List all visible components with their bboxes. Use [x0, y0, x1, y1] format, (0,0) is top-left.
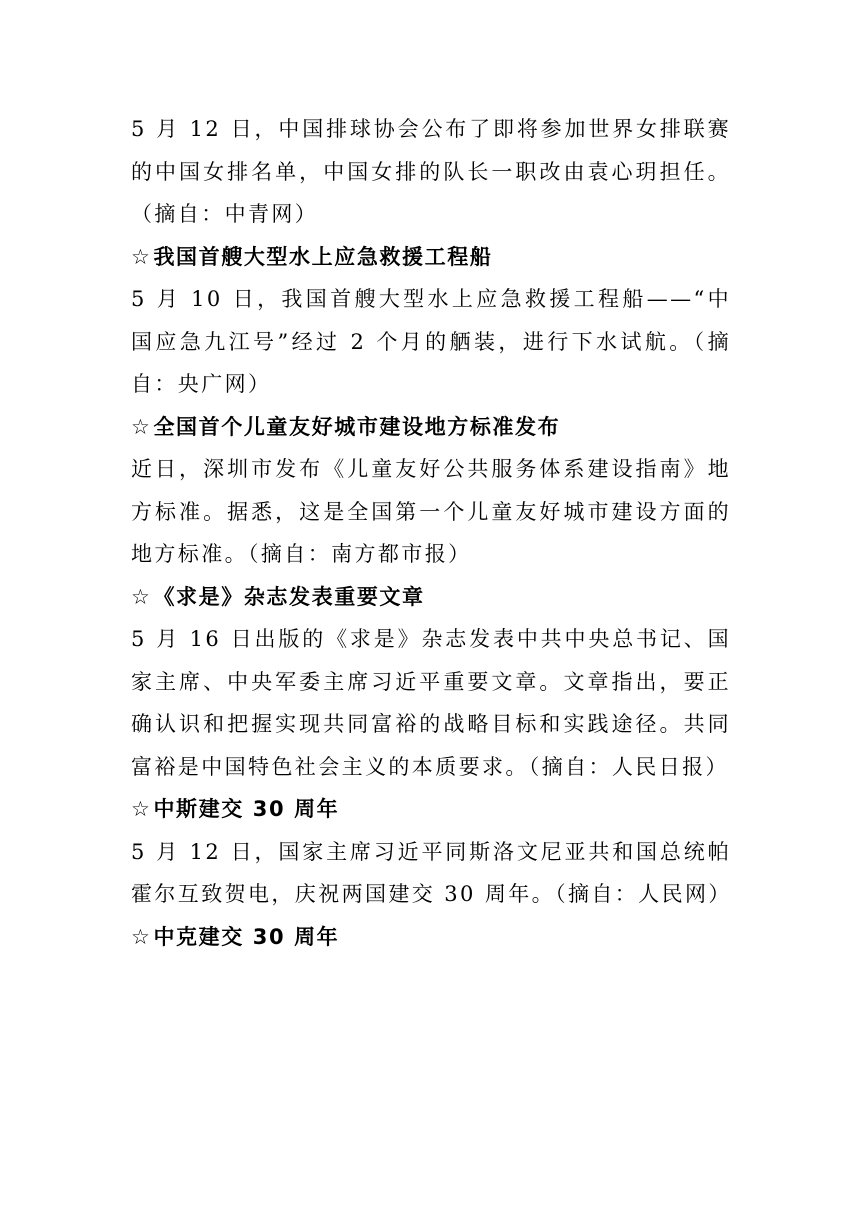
- star-icon: ☆: [131, 244, 152, 269]
- news-heading-2: [131, 236, 731, 279]
- news-heading-6: [131, 916, 731, 959]
- news-body-5: 5 月 12 日，国家主席习近平同斯洛文尼亚共和国总统帕霍尔互致贺电，庆祝两国建交 30 周年。（摘自：人民网）: [131, 839, 732, 906]
- news-title-4: 《求是》杂志发表重要文章: [153, 584, 425, 609]
- news-body-2: 5 月 10 日，我国首艘大型水上应急救援工程船——“中国应急九江号”经过 2 个月的舾装，进行下水试航。（摘自：央广网）: [131, 287, 731, 396]
- news-title-5: 中斯建交 30 周年: [153, 797, 340, 821]
- news-body-4: 5 月 16 日出版的《求是》杂志发表中共中央总书记、国家主席、中央军委主席习近平重要文章。文章指出，要正确认识和把握实现共同富裕的战略目标和实践途径。共同富裕是中国特色社会主义的本质要求。（摘自：人民日报）: [131, 627, 731, 779]
- news-heading-3: [131, 406, 731, 449]
- news-heading-4: [131, 576, 731, 619]
- star-icon: ☆: [131, 584, 152, 609]
- news-title-2: 我国首艘大型水上应急救援工程船: [153, 244, 493, 269]
- star-icon: ☆: [131, 797, 152, 821]
- star-icon: ☆: [131, 924, 152, 949]
- news-content: [131, 108, 731, 958]
- news-title-6: 中克建交 30 周年: [153, 924, 340, 949]
- news-body-1: 5 月 12 日，中国排球协会公布了即将参加世界女排联赛的中国女排名单，中国女排的队长一职改由袁心玥担任。（摘自：中青网）: [131, 117, 731, 226]
- news-title-3: 全国首个儿童友好城市建设地方标准发布: [153, 414, 561, 439]
- star-icon: ☆: [131, 414, 152, 439]
- news-body-3: 近日，深圳市发布《儿童友好公共服务体系建设指南》地方标准。据悉，这是全国第一个儿童友好城市建设方面的地方标准。（摘自：南方都市报）: [131, 457, 731, 566]
- news-heading-5: [131, 788, 731, 831]
